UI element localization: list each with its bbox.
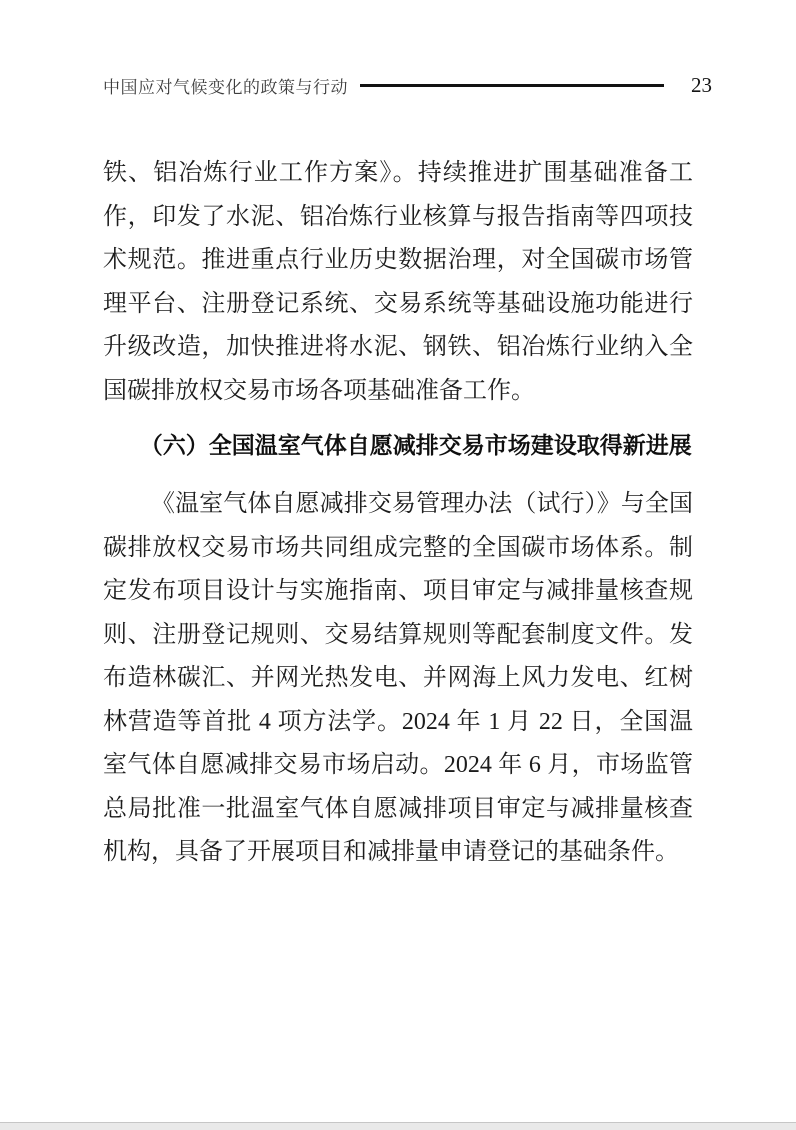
page-edge-strip: [0, 1122, 796, 1130]
paragraph-carbon-market-preparation: 铁、铝冶炼行业工作方案》。持续推进扩围基础准备工作，印发了水泥、铝冶炼行业核算与报告指南等四项技术规范。推进重点行业历史数据治理，对全国碳市场管理平台、注册登记系统、交易系统等基础设施功能进行升级改造，加快推进将水泥、钢铁、铝冶炼行业纳入全国碳排放权交易市场各项基础准备工作。: [103, 160, 693, 404]
running-header-title: 中国应对气候变化的政策与行动: [103, 77, 348, 97]
page-header: [103, 72, 712, 98]
section-heading-six: （六）全国温室气体自愿减排交易市场建设取得新进展: [139, 432, 692, 458]
page-number: 23: [691, 72, 712, 97]
page-content: [103, 98, 693, 875]
paragraph-ccer-market-progress: 《温室气体自愿减排交易管理办法（试行）》与全国碳排放权交易市场共同组成完整的全国碳市场体系。制定发布项目设计与实施指南、项目审定与减排量核查规则、注册登记规则、交易结算规则等配套制度文件。发布造林碳汇、并网光热发电、并网海上风力发电、红树林营造等首批 4 项方法学。2024 年 1 月 22 日，全国温室气体自愿减排交易市场启动。2024 年 6 月，市场监管总局批准一批温室气体自愿减排项目审定与减排量核查机构，具备了开展项目和减排量申请登记的基础条件。: [103, 491, 693, 865]
header-rule: [360, 84, 664, 87]
